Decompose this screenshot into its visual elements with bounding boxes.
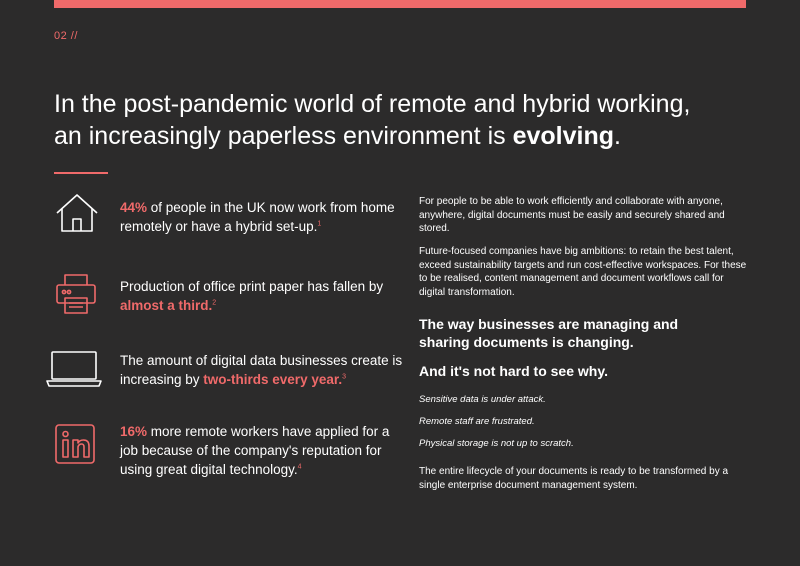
closing-paragraph: The entire lifecycle of your documents is ready to be transformed by a single enterprise document management system. bbox=[419, 466, 729, 491]
stat-text: Production of office print paper has fallen by bbox=[120, 279, 384, 294]
page-headline bbox=[54, 88, 754, 152]
key-statement: The way businesses are managing and sharing documents is changing. bbox=[419, 316, 679, 350]
linkedin-icon bbox=[54, 423, 96, 465]
house-icon bbox=[54, 192, 100, 234]
stat-print-paper bbox=[120, 277, 405, 315]
stat-text: The amount of digital data businesses create is increasing by bbox=[120, 353, 403, 387]
footnote-marker: 3 bbox=[342, 373, 347, 381]
headline-line2-post: . bbox=[614, 122, 621, 150]
footnote-marker: 2 bbox=[212, 299, 217, 307]
stat-remote-work bbox=[120, 198, 405, 236]
stat-highlight: 44% bbox=[120, 200, 148, 215]
stat-text: more remote workers have applied for a job because of the company's reputation for using great digital technology. bbox=[120, 424, 390, 477]
stat-highlight: almost a third. bbox=[120, 298, 213, 313]
stat-remote-applicants bbox=[120, 422, 405, 479]
footnote-marker: 1 bbox=[317, 220, 322, 228]
stat-digital-data bbox=[120, 351, 405, 389]
headline-bold-word: evolving bbox=[512, 122, 614, 150]
top-accent-bar bbox=[54, 0, 746, 8]
reason-item: Physical storage is not up to scratch. bbox=[419, 438, 574, 449]
stat-highlight: 16% bbox=[120, 424, 148, 439]
headline-line1: In the post-pandemic world of remote and hybrid working, bbox=[54, 90, 691, 118]
reason-item: Sensitive data is under attack. bbox=[419, 394, 546, 405]
headline-line2-pre: an increasingly paperless environment is bbox=[54, 122, 513, 150]
intro-paragraph: For people to be able to work efficiently and collaborate with anyone, anywhere, digital documents must be easily and securely shared and stored. bbox=[419, 196, 725, 234]
stat-highlight: two-thirds every year. bbox=[203, 372, 343, 387]
headline-divider bbox=[54, 172, 108, 174]
ambitions-paragraph: Future-focused companies have big ambitions: to retain the best talent, exceed sustainability targets and run cost-effective workspaces. For these to be realised, content management and document workflows call for digital transformation. bbox=[419, 246, 747, 298]
printer-icon bbox=[54, 272, 98, 316]
page-number: 02 // bbox=[54, 30, 78, 42]
laptop-icon bbox=[45, 350, 103, 388]
reason-item: Remote staff are frustrated. bbox=[419, 416, 535, 427]
stat-text: of people in the UK now work from home remotely or have a hybrid set-up. bbox=[120, 200, 395, 234]
footnote-marker: 4 bbox=[297, 463, 302, 471]
key-statement-followup: And it's not hard to see why. bbox=[419, 363, 608, 379]
